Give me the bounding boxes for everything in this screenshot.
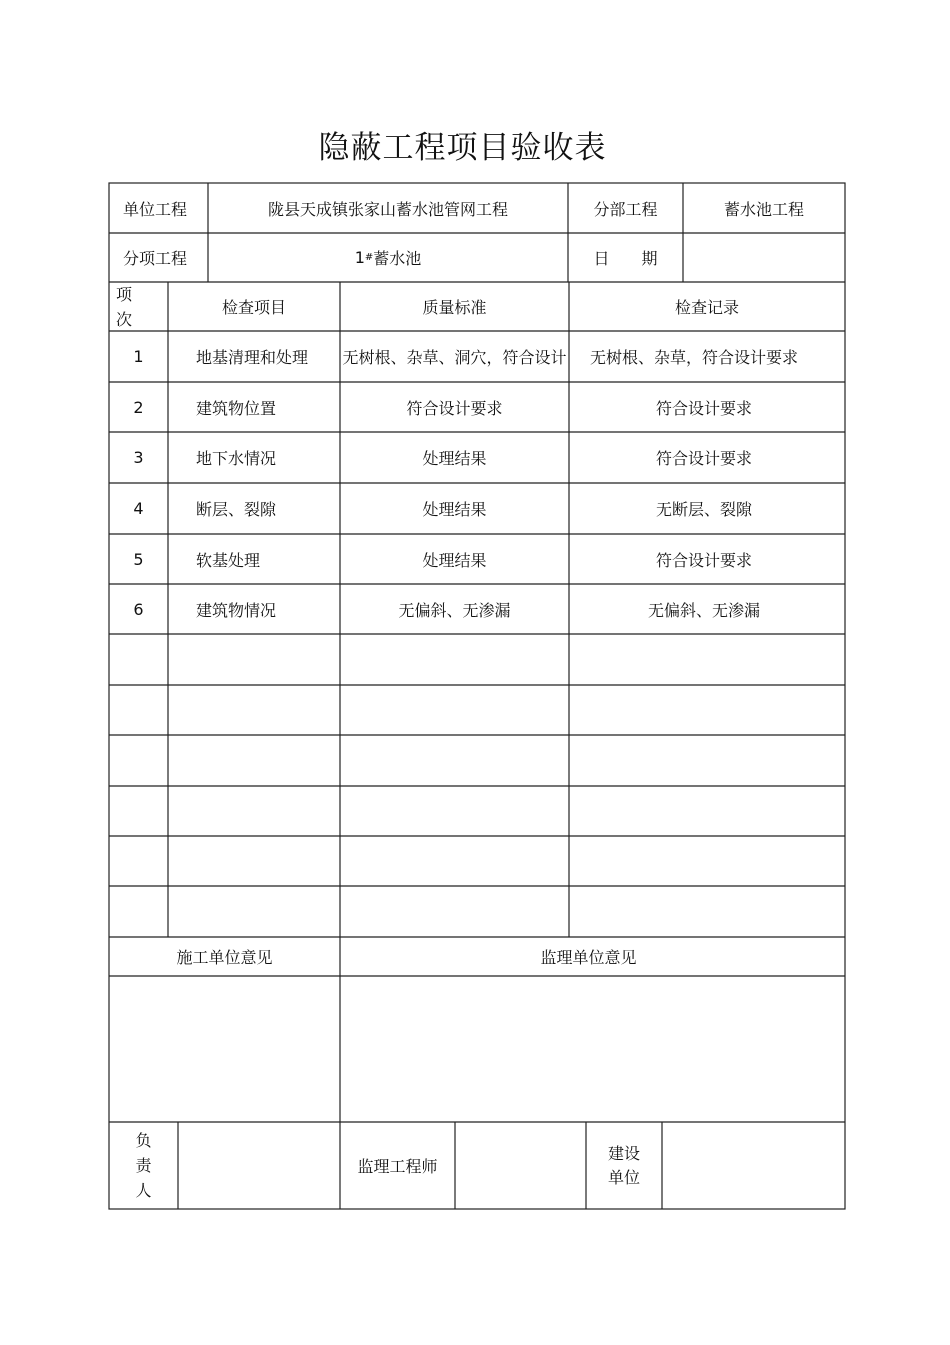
builder-line-1: 建设: [607, 1143, 640, 1163]
row-3-record: 符合设计要求: [655, 449, 752, 468]
row-2-record: 符合设计要求: [655, 398, 752, 418]
row-5-item: 软基处理: [196, 550, 261, 570]
unit-project-value: 陇县天成镇张家山蓄水池管网工程: [267, 199, 508, 219]
responsible-char-2: 责: [135, 1156, 152, 1175]
construction-opinion-label: 施工单位意见: [176, 948, 273, 967]
row-2-item: 建筑物位置: [196, 398, 277, 418]
row-5-record: 符合设计要求: [655, 550, 752, 570]
builder-line-2: 单位: [607, 1167, 640, 1187]
supervision-opinion-label: 监理单位意见: [540, 948, 637, 967]
subitem-label: 分项工程: [122, 249, 187, 268]
row-3-standard: 处理结果: [422, 449, 487, 468]
standard-header: 质量标准: [422, 298, 487, 317]
row-3-no: 3: [133, 448, 144, 467]
record-header: 检查记录: [674, 298, 739, 317]
row-4-standard: 处理结果: [422, 500, 487, 519]
row-6-no: 6: [133, 599, 144, 619]
builder-unit-label: [586, 1122, 662, 1209]
index-header: [109, 282, 139, 331]
subitem-sup: #: [364, 252, 374, 263]
index-header-line2: 次: [115, 309, 132, 329]
subitem-number: 1: [354, 248, 365, 267]
responsible-char-1: 负: [135, 1131, 152, 1150]
row-1-item: 地基清理和处理: [196, 348, 309, 367]
row-6-item: 建筑物情况: [196, 600, 277, 620]
date-label: 日 期: [593, 249, 658, 268]
subitem-value: [208, 233, 568, 282]
division-value: 蓄水池工程: [723, 199, 804, 219]
row-1-standard: 无树根、杂草、洞穴，符合设计: [342, 348, 567, 367]
row-4-no: 4: [133, 499, 144, 518]
responsible-person-label: [109, 1122, 178, 1209]
row-2-no: 2: [133, 397, 144, 417]
subitem-name: 蓄水池: [373, 249, 422, 268]
responsible-char-3: 人: [135, 1181, 152, 1200]
item-header: 检查项目: [221, 298, 286, 317]
row-1-record: 无树根、杂草，符合设计要求: [590, 348, 799, 367]
row-4-record: 无断层、裂隙: [655, 500, 752, 519]
division-label: 分部工程: [593, 199, 658, 219]
row-5-standard: 处理结果: [422, 550, 487, 570]
row-5-no: 5: [133, 549, 144, 569]
supervising-engineer-label: 监理工程师: [357, 1157, 438, 1176]
row-4-item: 断层、裂隙: [196, 500, 277, 519]
date-value: [683, 233, 845, 282]
row-2-standard: 符合设计要求: [406, 398, 503, 418]
row-3-item: 地下水情况: [196, 449, 277, 468]
row-6-record: 无偏斜、无渗漏: [647, 600, 760, 620]
index-header-line1: 项: [115, 284, 132, 304]
row-6-standard: 无偏斜、无渗漏: [398, 600, 511, 620]
page-title: 隐蔽工程项目验收表: [318, 130, 607, 166]
unit-project-label: 单位工程: [122, 199, 187, 219]
row-1-no: 1: [133, 347, 144, 366]
